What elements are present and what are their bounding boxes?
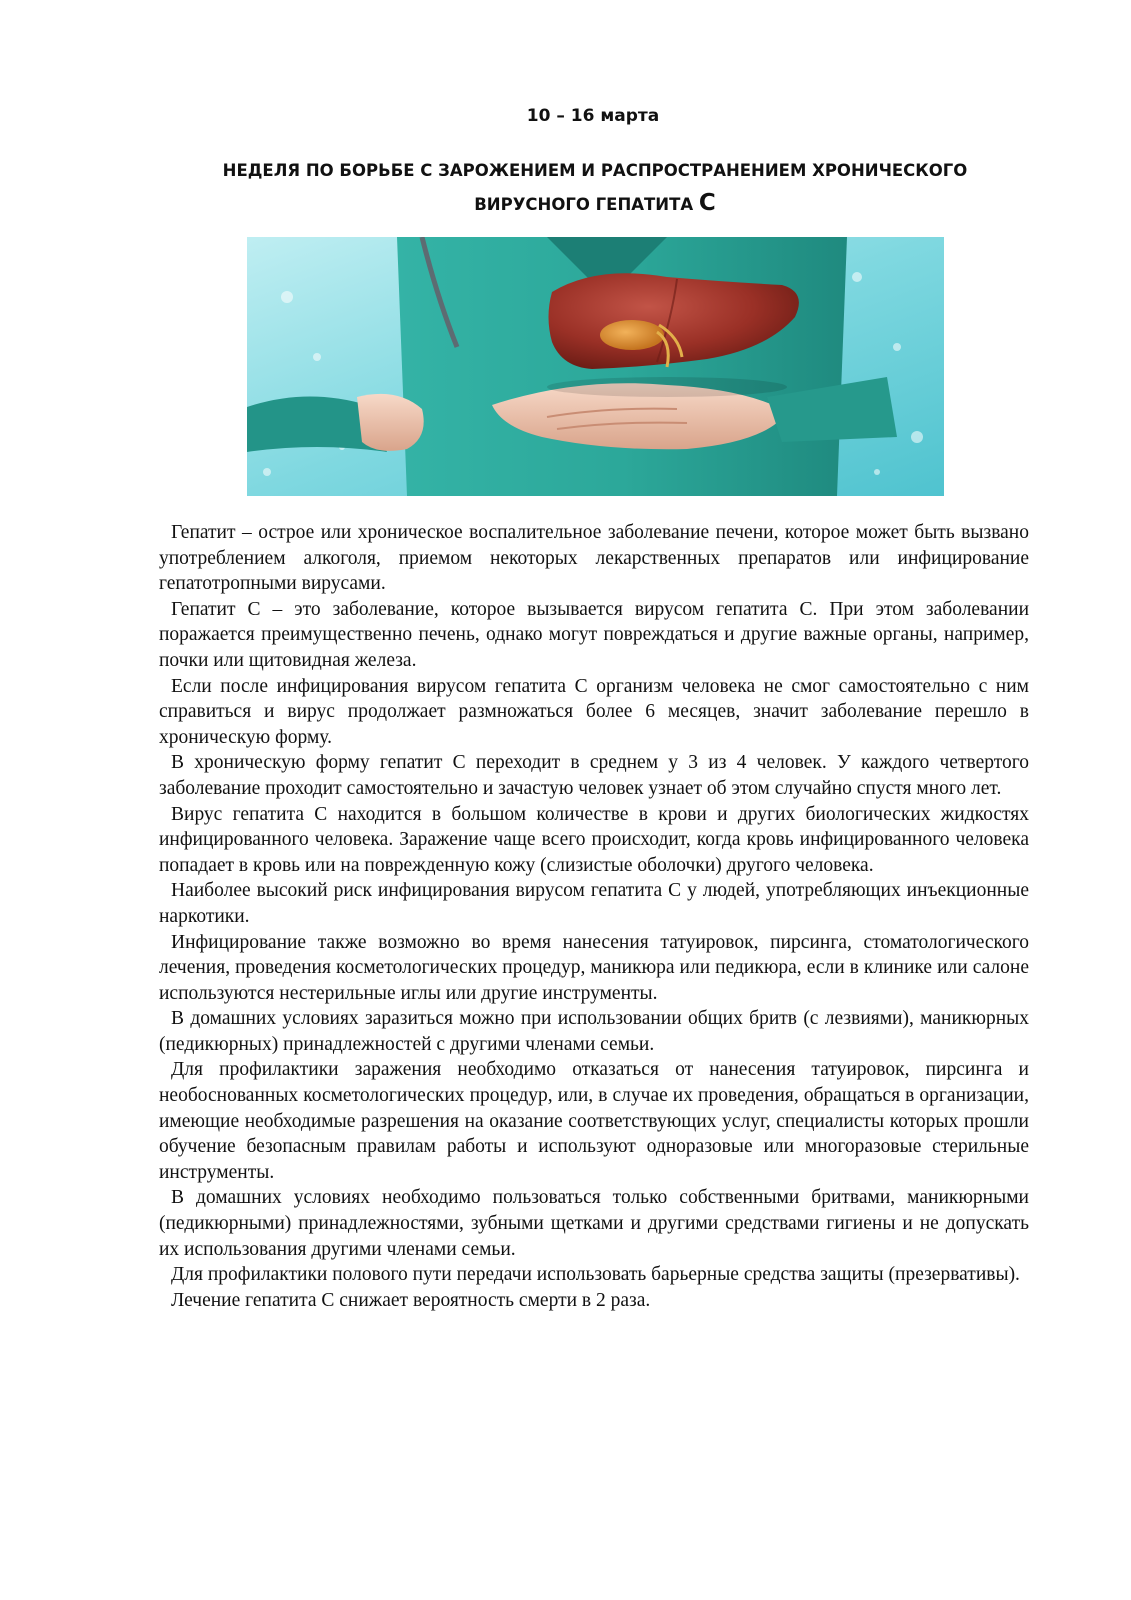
gallbladder xyxy=(600,320,664,350)
paragraph: Лечение гепатита С снижает вероятность смерти в 2 раза. xyxy=(171,1289,651,1311)
paragraph: Гепатит С – это заболевание, которое вызывается вирусом гепатита С. При этом заболевании поражается преимущественно печень, однако могут повреждаться и другие важные органы, например, почки или щитовидная железа. xyxy=(159,598,1029,671)
paragraph: Для профилактики заражения необходимо отказаться от нанесения татуировок, пирсинга и необоснованных косметологических процедур, или, в случае их проведения, обращаться в организации, имеющие необходимые разрешения на оказание соответствующих услуг, специалисты которых прошли обучение безопасным правилам работы и используют одноразовые или многоразовые стерильные инструменты. xyxy=(159,1059,1029,1183)
paragraph: В хроническую форму гепатит С переходит в среднем у 3 из 4 человек. У каждого четвертого заболевание проходит самостоятельно и зачастую человек узнает об этом случайно спустя много лет. xyxy=(159,752,1029,799)
title-letter: С xyxy=(698,190,716,216)
paragraph: Для профилактики полового пути передачи использовать барьерные средства защиты (презервативы). xyxy=(171,1264,1020,1286)
title-main-text: НЕДЕЛЯ ПО БОРЬБЕ С ЗАРОЖЕНИЕМ И РАСПРОСТРАНЕНИЕМ ХРОНИЧЕСКОГО ВИРУСНОГО ГЕПАТИТА xyxy=(222,161,968,214)
liver-shadow xyxy=(547,377,787,397)
paragraph: В домашних условиях необходимо пользоваться только собственными бритвами, маникюрными (педикюрными) принадлежностями, зубными щетками и другими средствами гигиены и не допускать их использования другими членами семьи. xyxy=(159,1187,1029,1260)
hero-illustration xyxy=(247,237,944,496)
paragraph: В домашних условиях заразиться можно при использовании общих бритв (с лезвиями), маникюрных (педикюрных) принадлежностей с другими членами семьи. xyxy=(159,1008,1029,1055)
date-heading: 10 – 16 марта xyxy=(526,106,660,126)
paragraph: Вирус гепатита С находится в большом количестве в крови и других биологических жидкостях инфицированного человека. Заражение чаще всего происходит, когда кровь инфицированного человека попадает в кровь или на поврежденную кожу (слизистые оболочки) другого человека. xyxy=(159,803,1029,876)
paragraph: Наиболее высокий риск инфицирования вирусом гепатита С у людей, употребляющих инъекционные наркотики. xyxy=(159,880,1029,927)
page-title xyxy=(180,154,1010,221)
article-body xyxy=(159,520,1029,1313)
paragraph: Инфицирование также возможно во время нанесения татуировок, пирсинга, стоматологического лечения, проведения косметологических процедур, маникюра или педикюра, если в клинике или салоне используются нестерильные иглы или другие инструменты. xyxy=(159,931,1029,1004)
paragraph: Гепатит – острое или хроническое воспалительное заболевание печени, которое может быть вызвано употреблением алкоголя, приемом некоторых лекарственных препаратов или инфицирование гепатотропными вирусами. xyxy=(159,522,1029,595)
paragraph: Если после инфицирования вирусом гепатита С организм человека не смог самостоятельно с ним справиться и вирус продолжает размножаться более 6 месяцев, значит заболевание перешло в хроническую форму. xyxy=(159,675,1029,748)
